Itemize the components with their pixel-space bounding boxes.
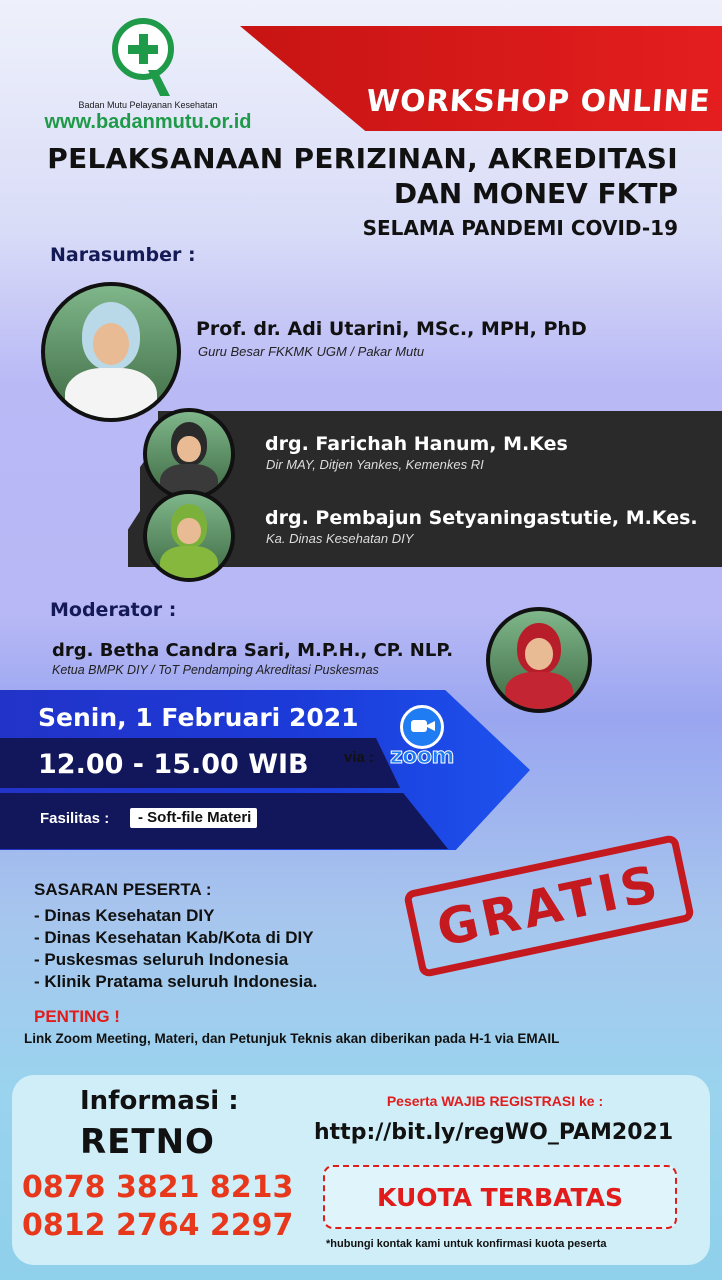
event-type-title: WORKSHOP ONLINE xyxy=(365,84,712,119)
list-item: - Dinas Kesehatan DIY xyxy=(34,906,215,925)
moderator-photo xyxy=(486,607,592,713)
contact-phone-1[interactable]: 0878 3821 8213 xyxy=(22,1170,294,1205)
zoom-camera-icon xyxy=(411,720,427,732)
contact-name: RETNO xyxy=(80,1122,215,1162)
speaker-2-photo xyxy=(143,408,235,500)
moderator-role: Ketua BMPK DIY / ToT Pendamping Akreditasi Puskesmas xyxy=(52,663,379,677)
event-time: 12.00 - 15.00 WIB xyxy=(38,749,309,780)
speaker-3-name: drg. Pembajun Setyaningastutie, M.Kes. xyxy=(265,507,698,529)
event-date: Senin, 1 Februari 2021 xyxy=(38,703,359,732)
speaker-1-name: Prof. dr. Adi Utarini, MSc., MPH, PhD xyxy=(196,318,587,340)
org-url: www.badanmutu.or.id xyxy=(44,111,252,133)
speaker-1-photo xyxy=(41,282,181,422)
speaker-2-role: Dir MAY, Ditjen Yankes, Kemenkes RI xyxy=(266,457,484,472)
free-stamp xyxy=(403,834,695,978)
moderator-label: Moderator : xyxy=(50,599,177,621)
important-label: PENTING ! xyxy=(34,1007,120,1026)
moderator-name: drg. Betha Candra Sari, M.P.H., CP. NLP. xyxy=(52,640,454,661)
quota-note: *hubungi kontak kami untuk konfirmasi kuota peserta xyxy=(326,1238,607,1250)
registration-label: Peserta WAJIB REGISTRASI ke : xyxy=(386,1093,604,1109)
zoom-wordmark: zoom xyxy=(390,744,454,769)
speakers-label: Narasumber : xyxy=(50,244,196,266)
speaker-1-role: Guru Besar FKKMK UGM / Pakar Mutu xyxy=(198,344,425,359)
facility-value: - Soft-file Materi xyxy=(130,808,257,828)
important-text: Link Zoom Meeting, Materi, dan Petunjuk Teknis akan diberikan pada H-1 via EMAIL xyxy=(24,1031,560,1046)
contact-phone-2[interactable]: 0812 2764 2297 xyxy=(22,1208,294,1243)
speaker-2-name: drg. Farichah Hanum, M.Kes xyxy=(265,433,568,455)
free-stamp-text: GRATIS xyxy=(431,854,667,958)
registration-link[interactable]: http://bit.ly/regWO_PAM2021 xyxy=(314,1120,674,1145)
target-list xyxy=(34,905,317,993)
quota-text: KUOTA TERBATAS xyxy=(377,1182,623,1212)
title-line-3: SELAMA PANDEMI COVID-19 xyxy=(362,216,678,240)
title-line-2: DAN MONEV FKTP xyxy=(393,177,678,210)
facility-label: Fasilitas : xyxy=(40,810,110,827)
list-item: - Puskesmas seluruh Indonesia xyxy=(34,950,289,969)
workshop-title xyxy=(47,142,678,240)
speaker-3-role: Ka. Dinas Kesehatan DIY xyxy=(266,531,414,546)
list-item: - Dinas Kesehatan Kab/Kota di DIY xyxy=(34,928,314,947)
contact-label: Informasi : xyxy=(80,1086,239,1116)
title-line-1: PELAKSANAAN PERIZINAN, AKREDITASI xyxy=(47,142,678,175)
target-title: SASARAN PESERTA : xyxy=(34,880,212,899)
list-item: - Klinik Pratama seluruh Indonesia. xyxy=(34,972,318,991)
quota-box xyxy=(323,1165,677,1229)
via-label: via : xyxy=(344,749,375,766)
logo-cross-icon xyxy=(112,18,174,80)
org-name: Badan Mutu Pelayanan Kesehatan xyxy=(78,100,218,110)
speaker-3-photo xyxy=(143,490,235,582)
